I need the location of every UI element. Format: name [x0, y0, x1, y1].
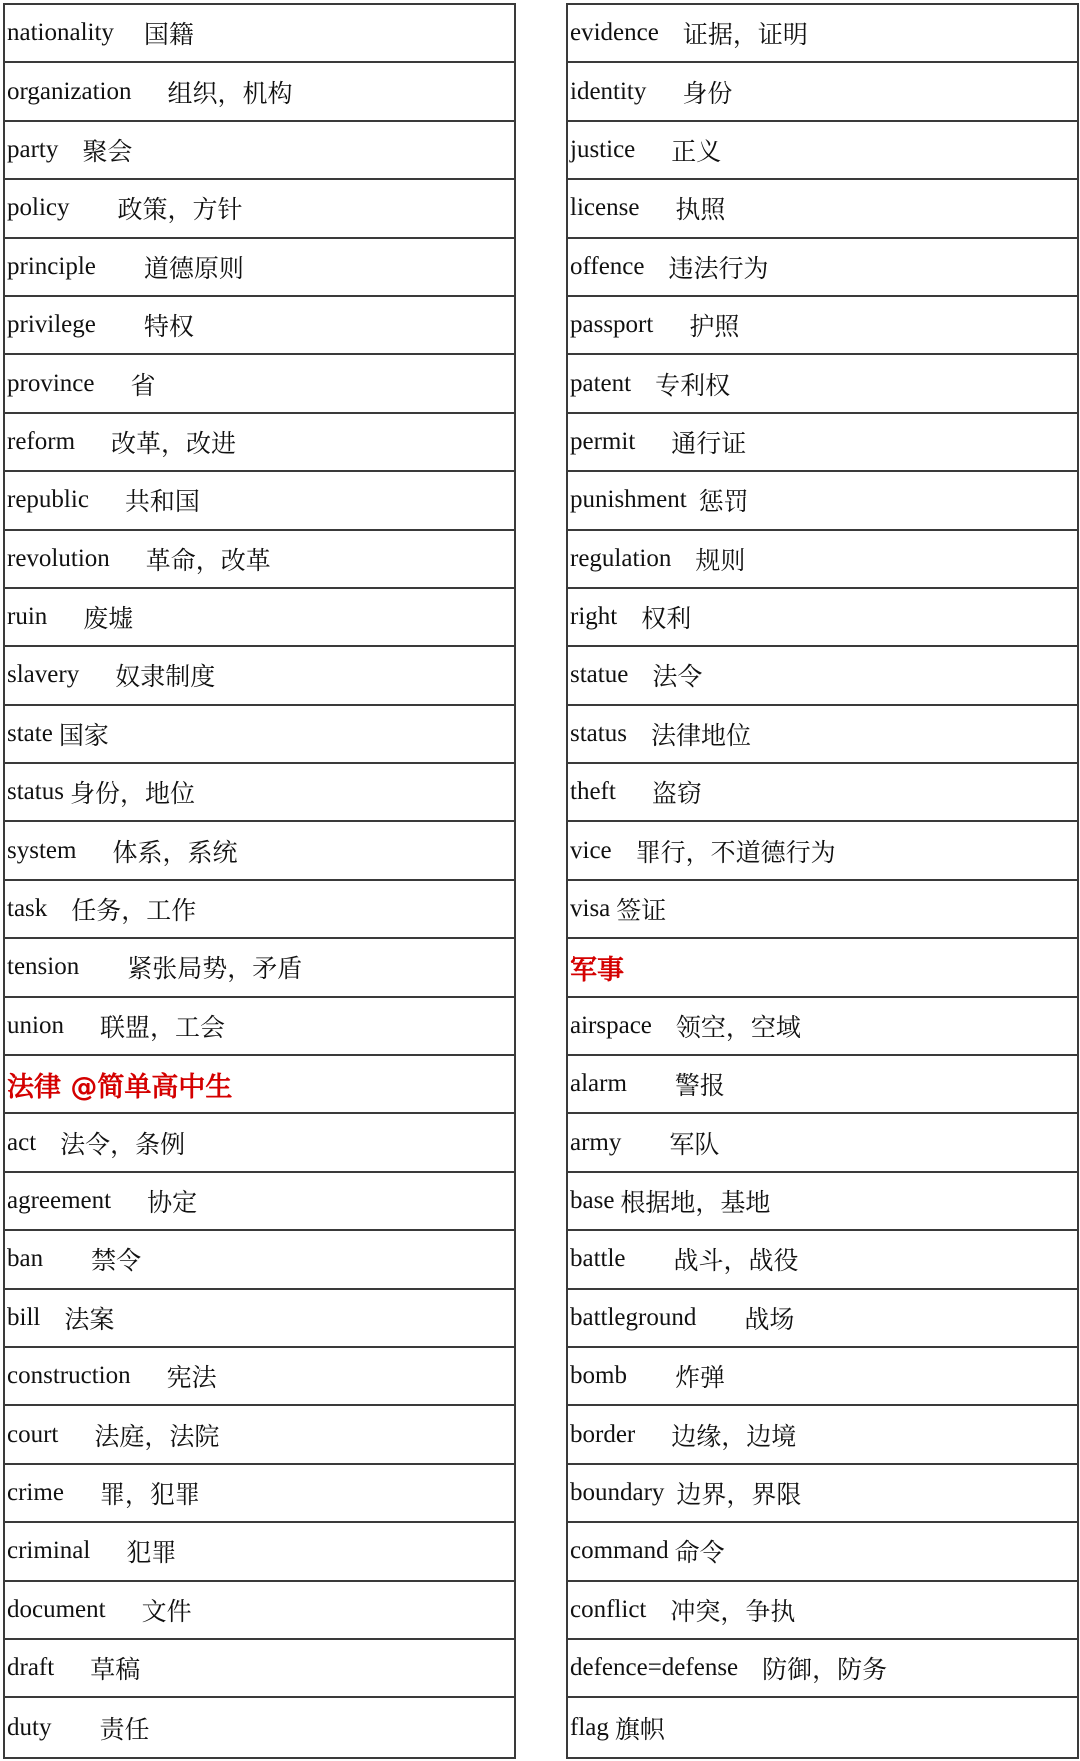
chinese-meaning: 责任: [99, 1714, 150, 1744]
vocab-row: [568, 1523, 1077, 1581]
vocab-row: [568, 472, 1077, 530]
english-word: airspace: [570, 1011, 652, 1039]
vocab-row: [568, 122, 1077, 180]
vocab-row: [5, 63, 514, 121]
chinese-meaning: 任务，工作: [71, 896, 197, 926]
vocab-row: [568, 1465, 1077, 1523]
english-word: revolution: [7, 544, 110, 572]
vocab-row: [5, 1523, 514, 1581]
chinese-meaning: 规则: [695, 545, 746, 575]
chinese-meaning: 签证: [616, 896, 667, 926]
vocab-row: [5, 472, 514, 530]
vocab-row: [5, 1465, 514, 1523]
vocab-row: [5, 764, 514, 822]
english-word: battle: [570, 1245, 626, 1273]
vocab-row: [5, 647, 514, 705]
english-word: permit: [570, 427, 636, 455]
chinese-meaning: 罪，犯罪: [99, 1479, 200, 1509]
english-word: license: [570, 194, 640, 222]
chinese-meaning: 军队: [669, 1129, 720, 1159]
chinese-meaning: 权利: [641, 604, 692, 634]
english-word: identity: [570, 77, 647, 105]
chinese-meaning: 证据，证明: [682, 20, 808, 50]
chinese-meaning: 违法行为: [668, 253, 769, 283]
english-word: status: [7, 778, 64, 806]
english-word: union: [7, 1011, 64, 1039]
chinese-meaning: 犯罪: [126, 1538, 177, 1568]
chinese-meaning: 边缘，边境: [671, 1421, 797, 1451]
english-word: draft: [7, 1654, 55, 1682]
english-word: province: [7, 369, 95, 397]
vocab-row: [568, 1231, 1077, 1289]
vocab-row: [5, 822, 514, 880]
english-word: evidence: [570, 19, 659, 47]
chinese-meaning: 战场: [744, 1304, 795, 1334]
english-word: state: [7, 719, 53, 747]
section-heading-row: [568, 939, 1077, 997]
english-word: bomb: [570, 1362, 627, 1390]
chinese-meaning: 联盟，工会: [99, 1012, 225, 1042]
chinese-meaning: 旗帜: [614, 1714, 665, 1744]
vocab-row: [5, 531, 514, 589]
section-heading: 军事: [570, 954, 624, 986]
english-word: slavery: [7, 661, 80, 689]
english-word: status: [570, 719, 627, 747]
chinese-meaning: 身份，地位: [69, 779, 195, 809]
vocab-row: [568, 1348, 1077, 1406]
chinese-meaning: 法案: [64, 1304, 115, 1334]
left-word-column: [3, 3, 516, 1759]
english-word: principle: [7, 252, 96, 280]
vocab-row: [5, 355, 514, 413]
english-word: theft: [570, 778, 616, 806]
chinese-meaning: 盗窃: [651, 779, 702, 809]
chinese-meaning: 协定: [147, 1188, 198, 1217]
english-word: passport: [570, 311, 654, 339]
chinese-meaning: 法律地位: [650, 720, 751, 750]
english-word: command: [570, 1537, 669, 1565]
vocab-row: [568, 63, 1077, 121]
vocab-row: [568, 1698, 1077, 1756]
vocab-row: [568, 355, 1077, 413]
chinese-meaning: 根据地，基地: [620, 1188, 771, 1217]
vocab-row: [568, 1640, 1077, 1698]
english-word: offence: [570, 252, 645, 280]
chinese-meaning: 共和国: [124, 487, 200, 517]
vocab-row: [5, 297, 514, 355]
chinese-meaning: 惩罚: [698, 487, 749, 517]
vocab-row: [568, 5, 1077, 63]
english-word: patent: [570, 369, 632, 397]
vocab-row: [5, 1114, 514, 1172]
vocab-row: [5, 1582, 514, 1640]
vocab-row: [5, 122, 514, 180]
chinese-meaning: 身份: [682, 78, 733, 108]
vocab-row: [5, 414, 514, 472]
chinese-meaning: 法令，条例: [60, 1129, 186, 1159]
english-word: battleground: [570, 1303, 697, 1331]
chinese-meaning: 草稿: [90, 1655, 141, 1685]
chinese-meaning: 废墟: [83, 604, 134, 634]
english-word: ruin: [7, 603, 48, 631]
chinese-meaning: 文件: [141, 1596, 192, 1626]
english-word: construction: [7, 1362, 131, 1390]
english-word: ban: [7, 1245, 44, 1273]
english-word: flag: [570, 1713, 609, 1741]
chinese-meaning: 紧张局势，矛盾: [127, 954, 303, 984]
right-word-column: [566, 3, 1079, 1759]
chinese-meaning: 国家: [58, 720, 109, 750]
chinese-meaning: 命令: [674, 1538, 725, 1568]
vocab-row: [568, 1582, 1077, 1640]
chinese-meaning: 正义: [671, 136, 722, 166]
english-word: system: [7, 836, 77, 864]
chinese-meaning: 聚会: [82, 136, 133, 166]
chinese-meaning: 禁令: [91, 1246, 142, 1276]
english-word: defence=defense: [570, 1654, 739, 1682]
chinese-meaning: 省: [130, 370, 156, 400]
vocab-row: [5, 1698, 514, 1756]
chinese-meaning: 奴隶制度: [115, 662, 216, 692]
english-word: republic: [7, 486, 89, 514]
chinese-meaning: 冲突，争执: [670, 1596, 796, 1626]
chinese-meaning: 体系，系统: [112, 837, 238, 867]
vocab-row: [568, 1290, 1077, 1348]
chinese-meaning: 法庭，法院: [94, 1421, 220, 1451]
english-word: army: [570, 1128, 622, 1156]
chinese-meaning: 专利权: [655, 370, 731, 400]
english-word: organization: [7, 77, 132, 105]
chinese-meaning: 罪行，不道德行为: [635, 837, 836, 867]
vocab-row: [5, 1406, 514, 1464]
vocab-row: [5, 939, 514, 997]
vocab-row: [568, 239, 1077, 297]
chinese-meaning: 执照: [675, 195, 726, 225]
english-word: tension: [7, 953, 80, 981]
chinese-meaning: 边界，界限: [676, 1479, 802, 1509]
chinese-meaning: 政策，方针: [117, 195, 243, 225]
vocab-row: [5, 1290, 514, 1348]
vocab-row: [5, 239, 514, 297]
english-word: crime: [7, 1478, 64, 1506]
vocab-row: [568, 1114, 1077, 1172]
english-word: nationality: [7, 19, 114, 47]
chinese-meaning: 炸弹: [674, 1363, 725, 1393]
english-word: bill: [7, 1303, 41, 1331]
english-word: duty: [7, 1713, 52, 1741]
english-word: statue: [570, 661, 629, 689]
english-word: boundary: [570, 1478, 665, 1506]
english-word: party: [7, 135, 59, 163]
vocab-row: [5, 998, 514, 1056]
vocab-row: [568, 414, 1077, 472]
english-word: border: [570, 1420, 636, 1448]
english-word: reform: [7, 427, 76, 455]
vocab-row: [5, 1348, 514, 1406]
vocab-row: [568, 180, 1077, 238]
section-heading: 法律 @简单高中生: [7, 1071, 233, 1103]
vocab-row: [5, 1231, 514, 1289]
vocab-row: [568, 1056, 1077, 1114]
vocab-row: [568, 589, 1077, 647]
english-word: punishment: [570, 486, 687, 514]
english-word: visa: [570, 895, 611, 923]
vocab-row: [568, 706, 1077, 764]
vocab-row: [5, 1640, 514, 1698]
vocab-row: [568, 1173, 1077, 1231]
chinese-meaning: 组织，机构: [167, 78, 293, 108]
vocab-row: [5, 706, 514, 764]
chinese-meaning: 道德原则: [143, 253, 244, 283]
english-word: criminal: [7, 1537, 91, 1565]
chinese-meaning: 护照: [689, 312, 740, 342]
vocab-row: [5, 589, 514, 647]
vocab-row: [568, 881, 1077, 939]
vocab-row: [568, 764, 1077, 822]
vocab-row: [568, 647, 1077, 705]
vocab-row: [568, 297, 1077, 355]
vocab-row: [568, 1406, 1077, 1464]
chinese-meaning: 警报: [674, 1071, 725, 1101]
chinese-meaning: 革命，改革: [145, 545, 271, 575]
english-word: vice: [570, 836, 612, 864]
vocab-row: [568, 998, 1077, 1056]
vocab-row: [5, 881, 514, 939]
vocab-row: [5, 5, 514, 63]
chinese-meaning: 特权: [143, 312, 194, 342]
vocab-row: [568, 531, 1077, 589]
chinese-meaning: 战斗，战役: [673, 1246, 799, 1276]
english-word: act: [7, 1128, 37, 1156]
chinese-meaning: 国籍: [143, 20, 194, 50]
chinese-meaning: 通行证: [671, 428, 747, 458]
english-word: document: [7, 1595, 106, 1623]
english-word: agreement: [7, 1187, 112, 1214]
chinese-meaning: 防御，防务: [762, 1655, 888, 1685]
section-heading-row: [5, 1056, 514, 1114]
vocab-row: [5, 1173, 514, 1231]
chinese-meaning: 领空，空域: [675, 1012, 801, 1042]
english-word: policy: [7, 194, 70, 222]
english-word: right: [570, 603, 618, 631]
english-word: justice: [570, 135, 636, 163]
vocab-row: [568, 822, 1077, 880]
english-word: alarm: [570, 1070, 627, 1098]
english-word: task: [7, 895, 48, 923]
vocab-row: [5, 180, 514, 238]
english-word: privilege: [7, 311, 96, 339]
english-word: base: [570, 1187, 615, 1214]
chinese-meaning: 宪法: [166, 1363, 217, 1393]
english-word: regulation: [570, 544, 672, 572]
chinese-meaning: 改革，改进: [111, 428, 237, 458]
chinese-meaning: 法令: [652, 662, 703, 692]
english-word: court: [7, 1420, 59, 1448]
english-word: conflict: [570, 1595, 647, 1623]
